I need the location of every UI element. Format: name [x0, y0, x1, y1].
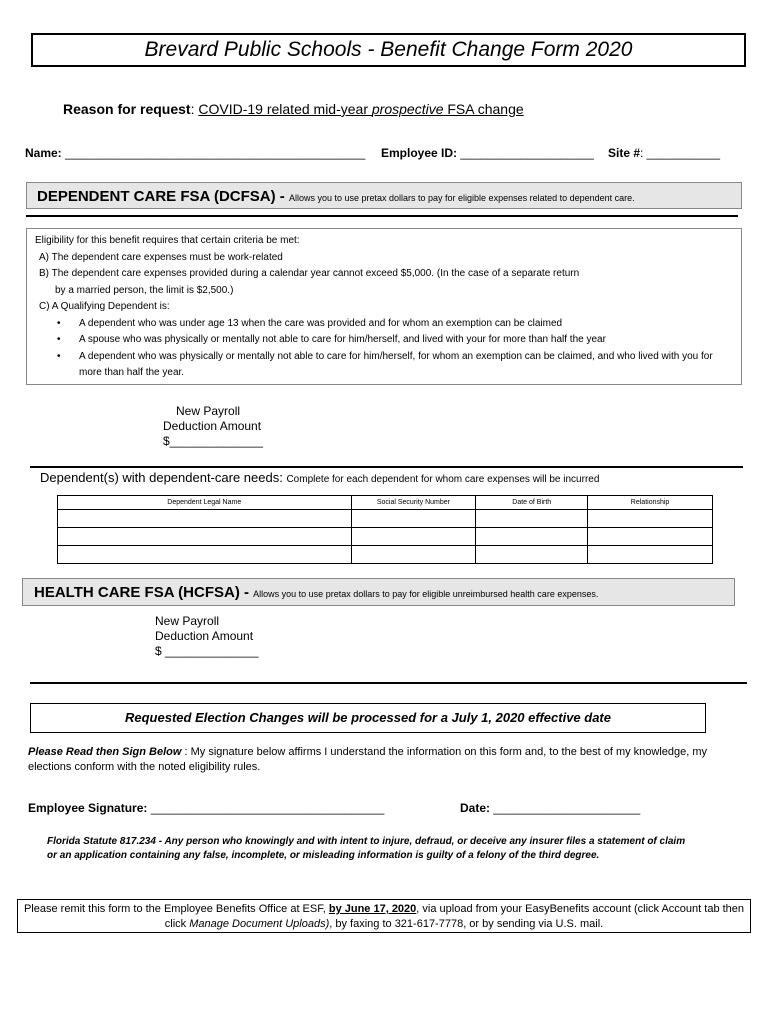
date-label: Date:: [460, 801, 494, 815]
election-change-note: Requested Election Changes will be processed for a July 1, 2020 effective date: [30, 703, 706, 733]
reason-label: Reason for request: [63, 101, 191, 117]
reason-for-request: [63, 101, 524, 117]
dcfsa-payroll-label1: New Payroll: [176, 404, 241, 418]
hcfsa-divider: [30, 682, 747, 684]
list-item: • A dependent who was under age 13 when the care was provided and for whom an exemption can be claimed: [79, 316, 741, 333]
dcfsa-payroll-deduction: [163, 404, 263, 449]
form-title: Brevard Public Schools - Benefit Change Form 2020: [31, 33, 746, 67]
dependent-name-cell[interactable]: [58, 528, 352, 546]
read-sign-text: : My signature below affirms I understand the information on this form and, to the best of my knowledge, my elections conform with the noted eligibility rules.: [28, 746, 708, 773]
column-header: Dependent Legal Name: [58, 496, 352, 510]
table-header-row: [58, 496, 713, 510]
qualifying-dependent-list: [35, 316, 741, 382]
dependents-note: Complete for each dependent for whom care expenses will be incurred: [286, 474, 600, 485]
remit-text-3: , by faxing to 321-617-7778, or by sending via U.S. mail.: [329, 918, 604, 930]
table-row: [58, 510, 713, 528]
criteria-b-cont: by a married person, the limit is $2,500.): [55, 284, 234, 296]
ssn-cell[interactable]: [351, 528, 476, 546]
site-label: Site #: [608, 146, 641, 160]
list-item: • A spouse who was physically or mentally not able to care for him/herself, and lived with your for more than half the year: [79, 332, 741, 349]
date-field[interactable]: ______________________: [493, 801, 641, 815]
reason-value-italic: prospective: [371, 101, 444, 117]
dcfsa-divider: [26, 215, 738, 217]
dob-cell[interactable]: [476, 546, 588, 564]
reason-value-start: COVID-19 related mid-year: [198, 101, 372, 117]
criteria-a: A) The dependent care expenses must be work-related: [39, 251, 283, 263]
name-field[interactable]: _____________________________________________: [65, 146, 366, 160]
dob-cell[interactable]: [476, 510, 588, 528]
signature-row: [28, 801, 384, 815]
site-row: [608, 146, 720, 160]
eligibility-intro: Eligibility for this benefit requires that certain criteria be met:: [35, 235, 300, 246]
dependent-name-cell[interactable]: [58, 546, 352, 564]
hcfsa-description: Allows you to use pretax dollars to pay for eligible unreimbursed health care expenses.: [253, 589, 599, 599]
column-header: Social Security Number: [351, 496, 476, 510]
remit-italic: Manage Document Uploads): [189, 918, 330, 930]
hcfsa-header: [22, 578, 735, 606]
hcfsa-payroll-label2: Deduction Amount: [155, 629, 254, 643]
employee-id-row: [381, 146, 594, 160]
remit-text-2: , via upload from your EasyBenefits account (click Account tab then click: [164, 903, 745, 930]
reason-colon: :: [190, 101, 195, 117]
florida-statute-notice: Florida Statute 817.234 - Any person who knowingly and with intent to injure, defraud, or deceive any insurer files a statement of claim or an application containing any false, incomplete, or misleading information is guilty of a felony of the third degree.: [47, 836, 686, 861]
read-sign-statement: [28, 745, 748, 775]
dependent-name-cell[interactable]: [58, 510, 352, 528]
read-sign-label: Please Read then Sign Below: [28, 746, 182, 758]
dcfsa-header: [26, 182, 742, 209]
table-row: [58, 528, 713, 546]
criteria-b: B) The dependent care expenses provided during a calendar year cannot exceed $5,000. (In the case of a separate return: [39, 268, 580, 279]
hcfsa-payroll-deduction: [155, 614, 258, 659]
signature-field[interactable]: ___________________________________: [150, 801, 385, 815]
hcfsa-payroll-label1: New Payroll: [155, 614, 220, 628]
dcfsa-description: Allows you to use pretax dollars to pay for eligible expenses related to dependent care.: [288, 193, 635, 203]
reason-value: [198, 101, 523, 117]
employee-info-row: [25, 146, 365, 160]
employee-id-label: Employee ID:: [381, 146, 458, 160]
hcfsa-payroll-amount-field[interactable]: $ ______________: [155, 644, 259, 658]
relationship-cell[interactable]: [588, 528, 713, 546]
remit-deadline: by June 17, 2020: [328, 903, 417, 915]
remit-text-1: Please remit this form to the Employee Benefits Office at ESF,: [23, 903, 329, 915]
employee-id-field[interactable]: ____________________: [460, 146, 594, 160]
date-row: [460, 801, 640, 815]
dcfsa-payroll-amount-field[interactable]: $______________: [163, 434, 264, 448]
dob-cell[interactable]: [476, 528, 588, 546]
criteria-c: C) A Qualifying Dependent is:: [39, 301, 170, 312]
remit-instructions: [17, 899, 751, 933]
table-row: [58, 546, 713, 564]
dependents-heading: [40, 470, 599, 485]
dependents-table: [57, 495, 713, 564]
column-header: Date of Birth: [476, 496, 588, 510]
site-field[interactable]: : ___________: [640, 146, 721, 160]
ssn-cell[interactable]: [351, 546, 476, 564]
relationship-cell[interactable]: [588, 546, 713, 564]
dependents-divider: [30, 466, 743, 468]
reason-value-end: FSA change: [443, 101, 524, 117]
column-header: Relationship: [588, 496, 713, 510]
eligibility-box: [26, 228, 742, 385]
hcfsa-title: HEALTH CARE FSA (HCFSA) -: [34, 584, 249, 601]
dependents-label: Dependent(s) with dependent-care needs:: [40, 470, 283, 485]
relationship-cell[interactable]: [588, 510, 713, 528]
dcfsa-title: DEPENDENT CARE FSA (DCFSA) -: [37, 188, 285, 205]
dcfsa-payroll-label2: Deduction Amount: [163, 419, 262, 433]
list-item: • A dependent who was physically or mentally not able to care for him/herself, for whom an exemption can be claimed, and who lived with you for more than half the year.: [79, 349, 741, 382]
name-label: Name:: [25, 146, 62, 160]
ssn-cell[interactable]: [351, 510, 476, 528]
signature-label: Employee Signature:: [28, 801, 151, 815]
